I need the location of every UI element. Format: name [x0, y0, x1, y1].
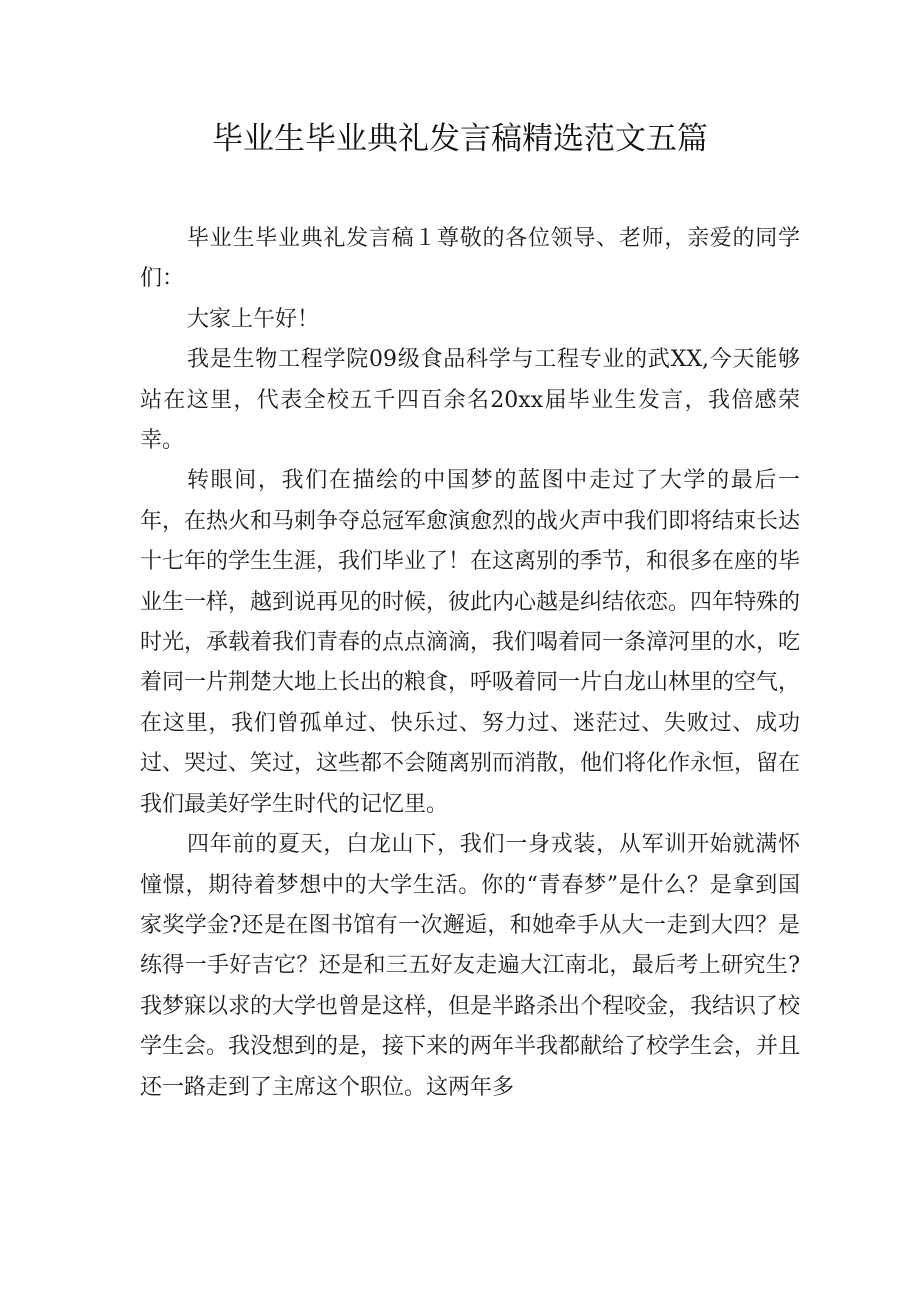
document-body: [140, 219, 800, 1108]
document-title: 毕业生毕业典礼发言稿精选范文五篇: [212, 121, 708, 157]
paragraph-greeting: 毕业生毕业典礼发言稿１尊敬的各位领导、老师，亲爱的同学们：: [140, 226, 800, 292]
paragraph-hello: 大家上午好！: [187, 306, 320, 332]
paragraph-four-years-ago: 四年前的夏天，白龙山下，我们一身戎装，从军训开始就满怀憧憬，期待着梦想中的大学生活。你的“青春梦”是什么？是拿到国家奖学金?还是在图书馆有一次邂逅，和她牵手从大一走到大四？是练得一手好吉它？还是和三五好友走遍大江南北，最后考上研究生?我梦寐以求的大学也曾是这样，但是半路杀出个程咬金，我结识了校学生会。我没想到的是，接下来的两年半我都献给了校学生会，并且还一路走到了主席这个职位。这两年多: [140, 832, 801, 1100]
paragraph-graduation-reflection: 转眼间，我们在描绘的中国梦的蓝图中走过了大学的最后一年，在热火和马刺争夺总冠军愈演愈烈的战火声中我们即将结束长达十七年的学生生涯，我们毕业了！在这离别的季节，和很多在座的毕业生一样，越到说再见的时候，彼此内心越是纠结依恋。四年特殊的时光，承载着我们青春的点点滴滴，我们喝着同一条漳河里的水，吃着同一片荆楚大地上长出的粮食，呼吸着同一片白龙山林里的空气，在这里，我们曾孤单过、快乐过、努力过、迷茫过、失败过、成功过、哭过、笑过，这些都不会随离别而消散，他们将化作永恒，留在我们最美好学生时代的记忆里。: [140, 468, 801, 817]
paragraph-introduction: 我是生物工程学院09级食品科学与工程专业的武XX,今天能够站在这里，代表全校五千四百余名20xx届毕业生发言，我倍感荣幸。: [140, 347, 800, 454]
